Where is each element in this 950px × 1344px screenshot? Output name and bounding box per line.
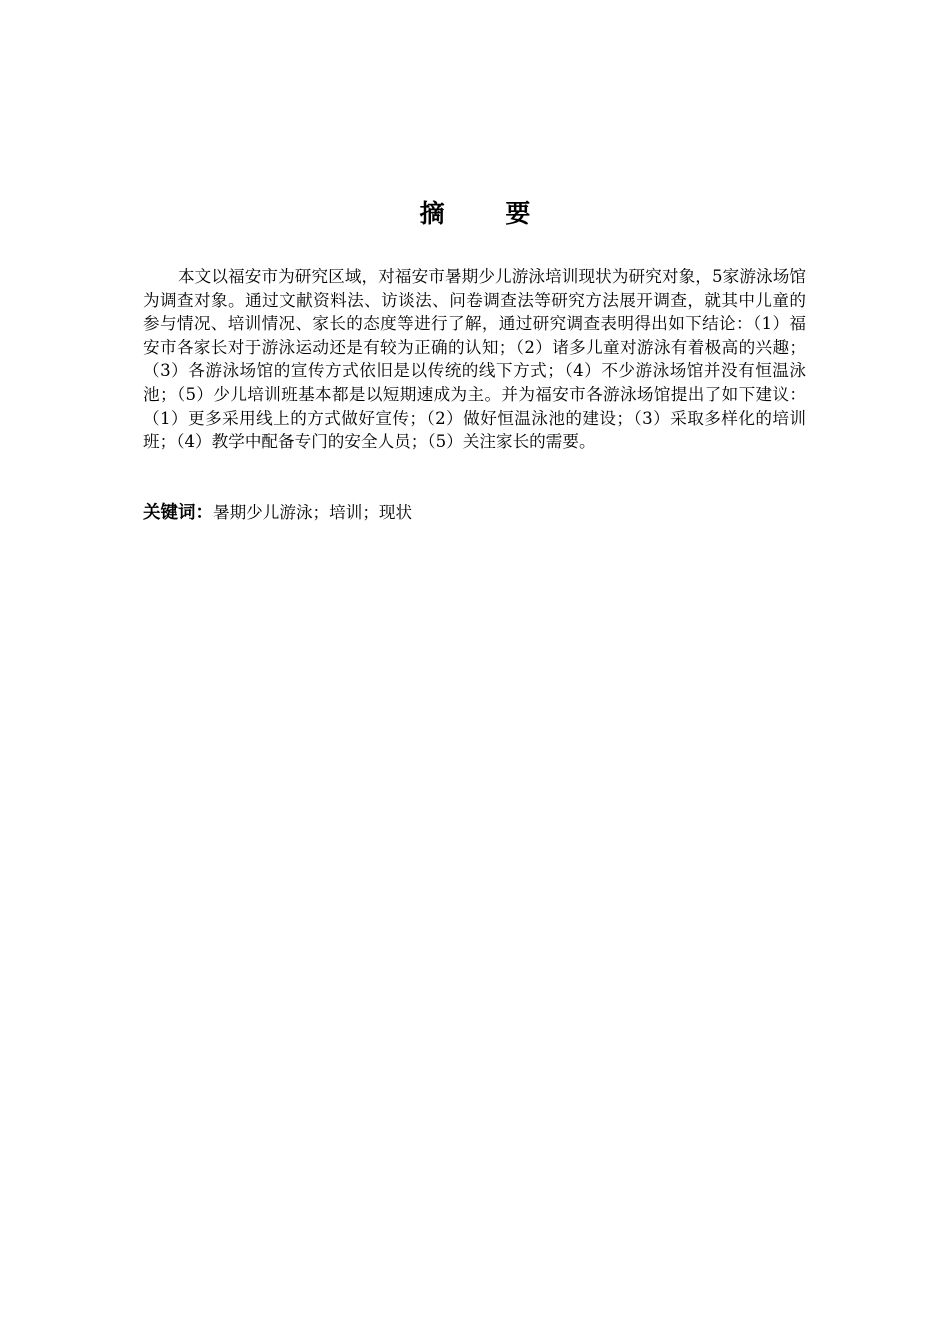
keywords-line xyxy=(143,501,806,525)
keywords-text: 暑期少儿游泳；培训；现状 xyxy=(213,503,413,522)
abstract-title: 摘 要 xyxy=(419,199,557,228)
keywords-label: 关键词： xyxy=(143,503,213,523)
abstract-paragraph: 本文以福安市为研究区域，对福安市暑期少儿游泳培训现状为研究对象，5家游泳场馆为调查对象。通过文献资料法、访谈法、问卷调查法等研究方法展开调查，就其中儿童的参与情况、培训情况、家长的态度等进行了解，通过研究调查表明得出如下结论：（1）福安市各家长对于游泳运动还是有较为正确的认知；（2）诸多儿童对游泳有着极高的兴趣；（3）各游泳场馆的宣传方式依旧是以传统的线下方式；（4）不少游泳场馆并没有恒温泳池；（5）少儿培训班基本都是以短期速成为主。并为福安市各游泳场馆提出了如下建议：（1）更多采用线上的方式做好宣传；（2）做好恒温泳池的建设；（3）采取多样化的培训班；（4）教学中配备专门的安全人员；（5）关注家长的需要。 xyxy=(143,267,806,452)
